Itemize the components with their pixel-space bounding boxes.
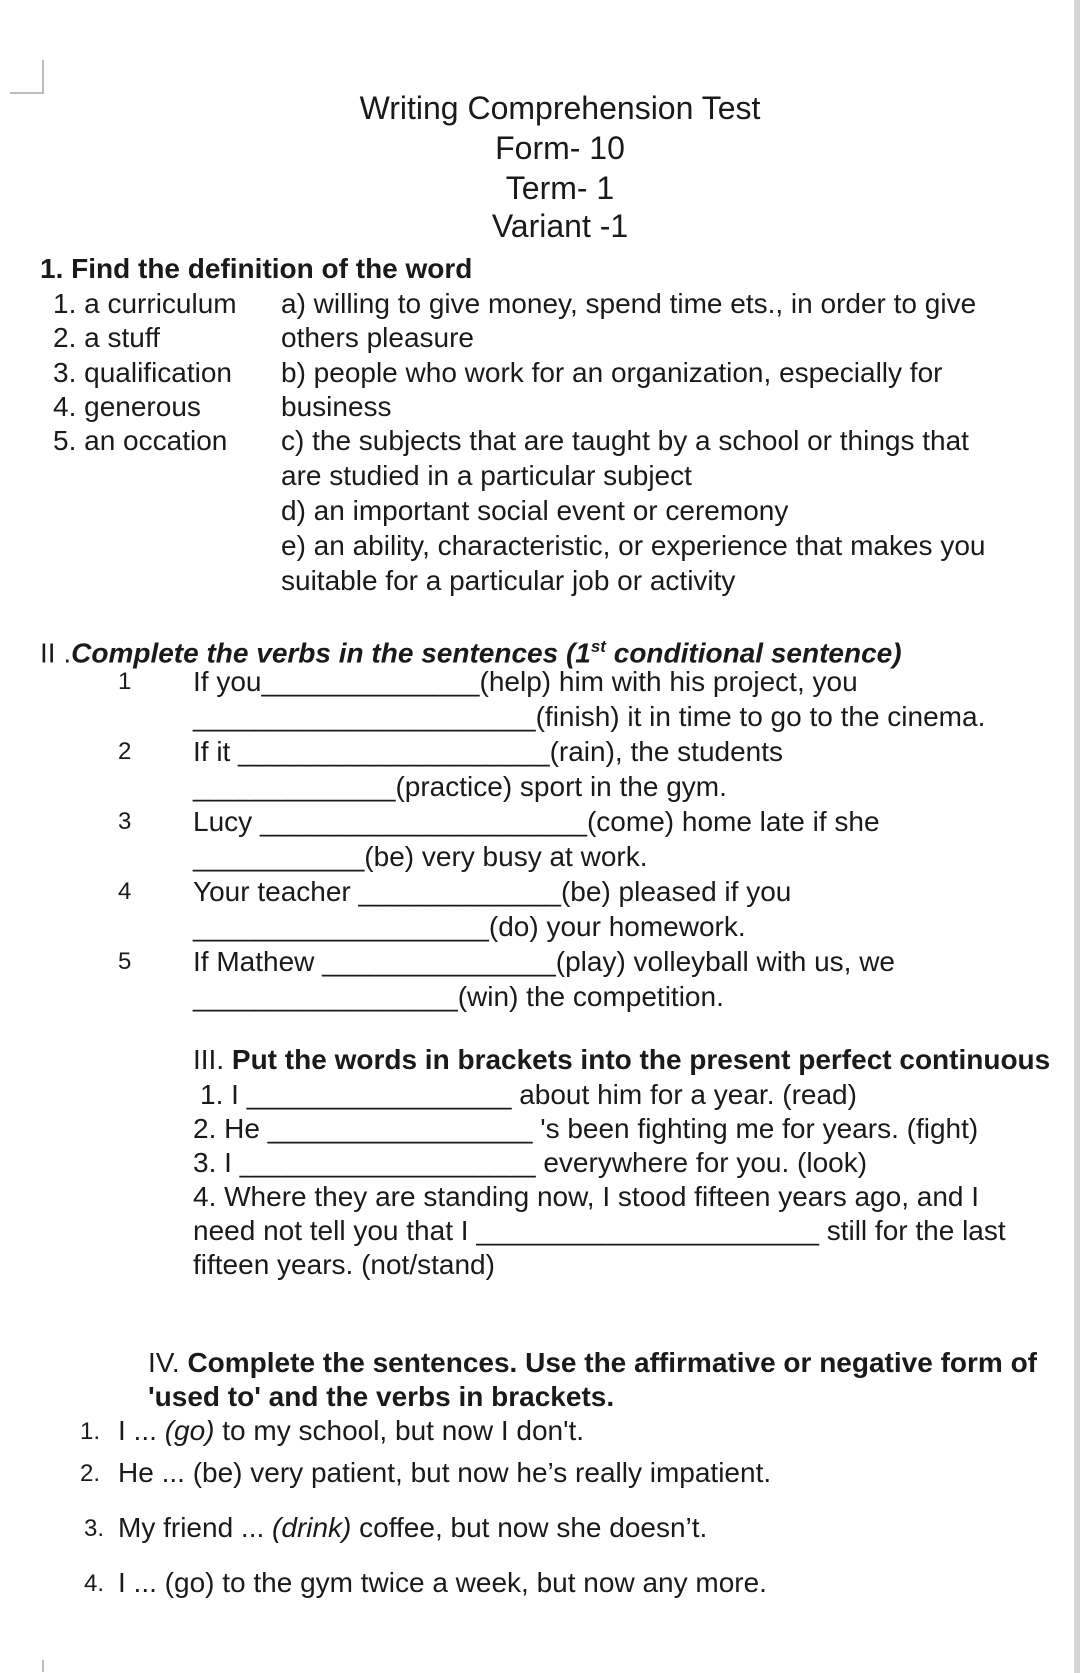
section2-heading-prefix: II . bbox=[40, 637, 72, 669]
definition-line: c) the subjects that are taught by a school or things that bbox=[281, 425, 969, 456]
sentence-text: Your teacher bbox=[193, 876, 359, 907]
definition-line: b) people who work for an organization, especially for bbox=[281, 357, 943, 388]
term-label: Term- 1 bbox=[505, 170, 615, 206]
definition-line: suitable for a particular job or activity bbox=[281, 565, 736, 596]
sentence-text: (practice) sport in the gym. bbox=[395, 771, 727, 802]
pp-item-4-line: 4. Where they are standing now, I stood fifteen years ago, and I bbox=[193, 1181, 980, 1212]
used-to-text: to my school, but now I don't. bbox=[214, 1415, 585, 1446]
sentence-text: (be) pleased if you bbox=[560, 876, 792, 907]
section3-heading bbox=[193, 1043, 1050, 1077]
sentence-line: If it ____________________(rain), the students bbox=[193, 736, 784, 767]
section2-heading-sup: st bbox=[590, 637, 606, 656]
section4-heading bbox=[148, 1346, 1037, 1380]
corner-mark-bottom bbox=[10, 1660, 44, 1672]
item-number: 3. bbox=[84, 1515, 105, 1542]
word-item: 3. qualification bbox=[53, 357, 233, 388]
pp-item-text: 's been fighting me for years. (fight) bbox=[540, 1113, 979, 1144]
used-to-item bbox=[118, 1414, 584, 1448]
section1-heading: 1. Find the definition of the word bbox=[40, 253, 473, 284]
used-to-text: My friend ... bbox=[118, 1512, 273, 1543]
pp-item-text: 1. I bbox=[200, 1079, 247, 1110]
sentence-text: (be) very busy at work. bbox=[364, 841, 648, 872]
used-to-text: I ... bbox=[118, 1415, 165, 1446]
section2-heading-main: Complete the verbs in the sentences (1 bbox=[71, 637, 591, 669]
used-to-item: He ... (be) very patient, but now he’s really impatient. bbox=[118, 1457, 772, 1488]
definition-line: e) an ability, characteristic, or experience that makes you bbox=[281, 530, 986, 561]
sentence-text: (win) the competition. bbox=[457, 981, 724, 1012]
pp-item-4-line: fifteen years. (not/stand) bbox=[193, 1249, 495, 1280]
sentence-line: Lucy _____________________(come) home late if she bbox=[193, 806, 880, 837]
item-number: 2 bbox=[118, 738, 132, 765]
pp-item-text: still for the last bbox=[826, 1215, 1006, 1246]
pp-item-4-line: need not tell you that I ______________________ still for the last bbox=[193, 1215, 1006, 1246]
definition-line: a) willing to give money, spend time ets., in order to give bbox=[281, 288, 977, 319]
item-number: 1. bbox=[80, 1418, 101, 1445]
sentence-text: If Mathew bbox=[193, 946, 323, 977]
sentence-line: _________________(win) the competition. bbox=[193, 981, 724, 1012]
item-number: 2. bbox=[80, 1460, 101, 1487]
corner-mark bbox=[10, 60, 44, 94]
used-to-item bbox=[118, 1511, 707, 1545]
section4-heading-prefix: IV. bbox=[148, 1347, 188, 1378]
sentence-line: If Mathew _______________(play) volleyball with us, we bbox=[193, 946, 896, 977]
pp-item-text: 2. He bbox=[193, 1113, 268, 1144]
used-to-text: coffee, but now she doesn’t. bbox=[351, 1512, 708, 1543]
sentence-text: (finish) it in time to go to the cinema. bbox=[535, 701, 986, 732]
sentence-text: If it bbox=[193, 736, 239, 767]
sentence-line: _____________(practice) sport in the gym. bbox=[193, 771, 727, 802]
sentence-text: If you bbox=[193, 666, 262, 697]
sentence-text: (help) him with his project, you bbox=[479, 666, 858, 697]
word-item: 4. generous bbox=[53, 391, 201, 422]
pp-item-text: about him for a year. (read) bbox=[519, 1079, 857, 1110]
sentence-line: ___________(be) very busy at work. bbox=[193, 841, 648, 872]
definition-line: d) an important social event or ceremony bbox=[281, 495, 789, 526]
word-item: 5. an occation bbox=[53, 425, 228, 456]
sentence-text: (rain), the students bbox=[549, 736, 784, 767]
section2-heading-end: conditional sentence) bbox=[605, 637, 902, 669]
definition-line: business bbox=[281, 391, 392, 422]
sentence-line: ______________________(finish) it in time to go to the cinema. bbox=[193, 701, 986, 732]
sentence-line: If you______________(help) him with his project, you bbox=[193, 666, 858, 697]
variant-label: Variant -1 bbox=[491, 208, 629, 244]
section3-heading-text: Put the words in brackets into the present perfect continuous bbox=[231, 1044, 1051, 1075]
test-title: Writing Comprehension Test bbox=[359, 90, 761, 126]
used-to-verb: (go) bbox=[164, 1415, 215, 1446]
sentence-text: (play) volleyball with us, we bbox=[555, 946, 896, 977]
word-item: 2. a stuff bbox=[53, 322, 160, 353]
item-number: 3 bbox=[118, 808, 132, 835]
pp-item: 1. I _________________ about him for a year. (read) bbox=[200, 1079, 857, 1110]
definition-line: are studied in a particular subject bbox=[281, 460, 692, 491]
word-item: 1. a curriculum bbox=[53, 288, 237, 319]
item-number: 4 bbox=[118, 878, 132, 905]
sentence-line: Your teacher _____________(be) pleased if you bbox=[193, 876, 792, 907]
page-edge bbox=[1074, 0, 1080, 1673]
section3-heading-prefix: III. bbox=[193, 1044, 232, 1075]
pp-item-text: need not tell you that I bbox=[193, 1215, 477, 1246]
used-to-verb: (drink) bbox=[272, 1512, 352, 1543]
item-number: 4. bbox=[84, 1570, 105, 1597]
pp-item-text: 3. I bbox=[193, 1147, 240, 1178]
pp-item: 3. I ___________________ everywhere for you. (look) bbox=[193, 1147, 868, 1178]
used-to-item: I ... (go) to the gym twice a week, but now any more. bbox=[118, 1567, 767, 1598]
item-number: 5 bbox=[118, 948, 132, 975]
pp-item-text: everywhere for you. (look) bbox=[543, 1147, 868, 1178]
pp-item: 2. He _________________ 's been fighting me for years. (fight) bbox=[193, 1113, 979, 1144]
item-number: 1 bbox=[118, 668, 132, 695]
section4-heading-text: Complete the sentences. Use the affirmative or negative form of bbox=[187, 1347, 1038, 1378]
sentence-text: Lucy bbox=[193, 806, 260, 837]
definition-line: others pleasure bbox=[281, 322, 475, 353]
sentence-line: ___________________(do) your homework. bbox=[193, 911, 746, 942]
sentence-text: (come) home late if she bbox=[586, 806, 880, 837]
sentence-text: (do) your homework. bbox=[488, 911, 746, 942]
section4-heading-line2: 'used to' and the verbs in brackets. bbox=[148, 1381, 615, 1412]
form-label: Form- 10 bbox=[495, 130, 625, 166]
